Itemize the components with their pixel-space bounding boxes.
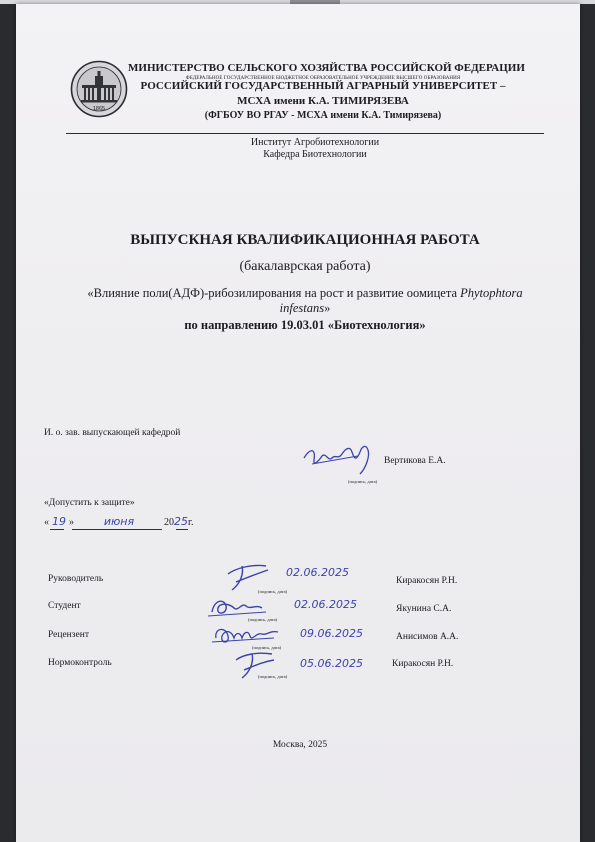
normcontrol-date: 05.06.2025 [300, 657, 363, 670]
student-name: Якунина С.А. [396, 604, 452, 614]
admission-day: 19 [52, 515, 66, 528]
head-signature-image [300, 440, 378, 478]
document-title: ВЫПУСКНАЯ КВАЛИФИКАЦИОННАЯ РАБОТА [130, 232, 480, 248]
topic-line-1 [40, 286, 570, 301]
admission-date-line [44, 515, 193, 528]
student-signature-caption: (подпись, дата) [248, 617, 278, 622]
topic-prefix: «Влияние поли(АДФ)-рибозилирования на рост и развитие оомицета [87, 286, 461, 300]
topic-genus: Phytophtora [460, 286, 523, 300]
reviewer-role: Рецензент [48, 630, 89, 640]
normcontrol-signature-caption: (подпись, дата) [258, 674, 288, 679]
topic-line-2 [40, 301, 570, 316]
supervisor-role: Руководитель [48, 574, 104, 584]
topic-species: infestans [279, 301, 325, 315]
reviewer-name: Анисимов А.А. [396, 632, 459, 642]
admission-day-underline [50, 529, 64, 530]
student-role: Студент [48, 601, 81, 611]
admission-label: «Допустить к защите» [44, 498, 135, 508]
reviewer-date: 09.06.2025 [300, 627, 363, 640]
city-year: Москва, 2025 [272, 740, 328, 750]
head-of-department-name: Вертикова Е.А. [384, 456, 446, 466]
supervisor-signature-caption: (подпись, дата) [258, 589, 288, 594]
admission-year-prefix: 20 [164, 517, 174, 528]
department-name: Кафедра Биотехнологии [263, 149, 367, 160]
admission-open-quote: « [44, 517, 49, 528]
admission-year-end: г. [188, 517, 194, 528]
institution-type: ФЕДЕРАЛЬНОЕ ГОСУДАРСТВЕННОЕ БЮДЖЕТНОЕ ОБРАЗОВАТЕЛЬНОЕ УЧРЕЖДЕНИЕ ВЫСШЕГО ОБРАЗОВАНИЯ [185, 76, 461, 81]
university-name-line2: МСХА имени К.А. ТИМИРЯЗЕВА [237, 95, 409, 107]
admission-close-quote: » [69, 517, 74, 528]
admission-year-suffix: 25 [174, 515, 188, 528]
work-type: (бакалаврская работа) [239, 259, 371, 274]
header-divider [66, 133, 544, 134]
reviewer-signature-caption: (подпись, дата) [252, 645, 282, 650]
study-direction: по направлению 19.03.01 «Биотехнология» [184, 318, 426, 332]
head-of-department-label: И. о. зав. выпускающей кафедрой [44, 428, 181, 438]
logo-year: 1865 [92, 106, 106, 112]
institute-name: Институт Агробиотехнологии [250, 137, 380, 148]
document-page [16, 4, 580, 842]
admission-month-underline [72, 529, 162, 530]
normcontrol-role: Нормоконтроль [48, 658, 112, 668]
admission-month: июня [103, 515, 135, 528]
head-signature-caption: (подпись, дата) [348, 479, 378, 484]
admission-year-underline [176, 529, 188, 530]
supervisor-date: 02.06.2025 [286, 566, 349, 579]
supervisor-name: Киракосян Р.Н. [396, 576, 458, 586]
student-date: 02.06.2025 [294, 598, 357, 611]
ministry-name: МИНИСТЕРСТВО СЕЛЬСКОГО ХОЗЯЙСТВА РОССИЙСКОЙ ФЕДЕРАЦИИ [128, 62, 525, 74]
university-name-line1: РОССИЙСКИЙ ГОСУДАРСТВЕННЫЙ АГРАРНЫЙ УНИВЕРСИТЕТ – [140, 80, 506, 92]
university-short-name: (ФГБОУ ВО РГАУ - МСХА имени К.А. Тимирязева) [204, 110, 442, 121]
topic-close-quote: » [324, 301, 331, 315]
normcontrol-name: Киракосян Р.Н. [392, 659, 454, 669]
university-seal-logo [70, 60, 128, 118]
